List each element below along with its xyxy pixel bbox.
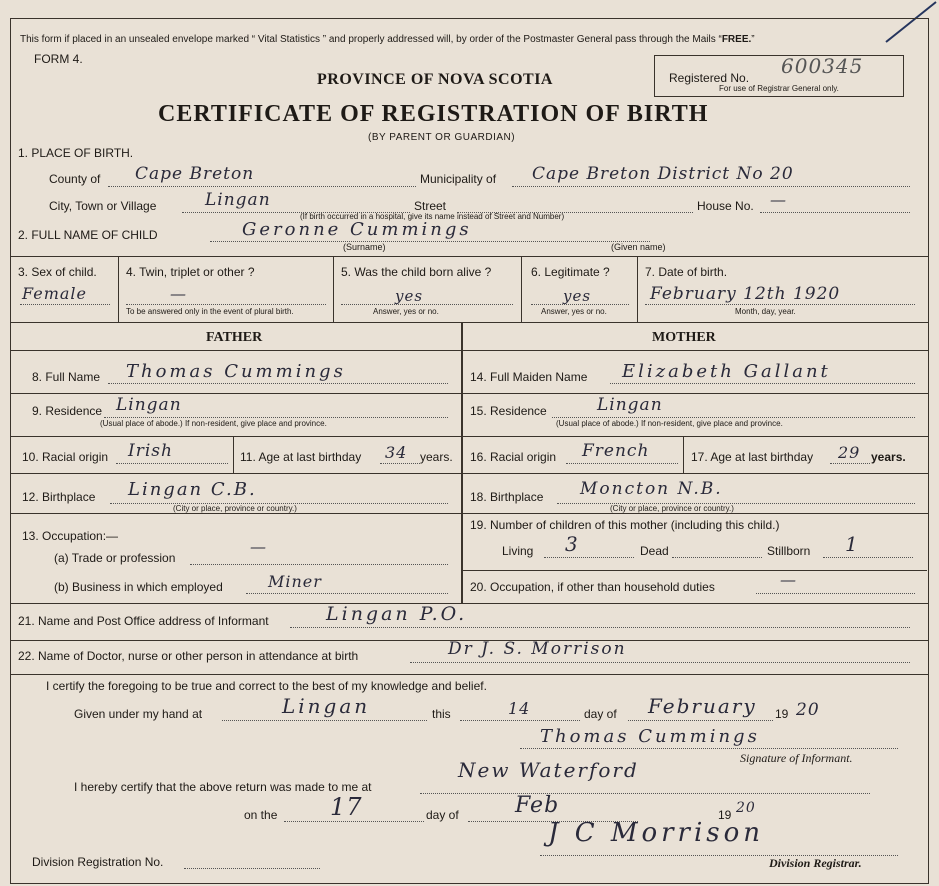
born-alive-note: Answer, yes or no. — [373, 307, 439, 316]
father-age-line — [380, 463, 420, 464]
parents-heading-divider — [10, 350, 928, 351]
day-value: 14 — [508, 699, 531, 718]
attendant-value: Dr J. S. Morrison — [448, 639, 627, 659]
twin-note: To be answered only in the event of plural birth. — [126, 307, 294, 316]
city-value: Lingan — [205, 190, 271, 210]
year-prefix: 19 — [775, 707, 789, 721]
page-title: CERTIFICATE OF REGISTRATION OF BIRTH — [158, 101, 709, 127]
business-line — [246, 593, 448, 594]
mother-racial-line — [566, 463, 678, 464]
mother-occupation-label: 20. Occupation, if other than household duties — [470, 580, 715, 594]
house-value: — — [770, 190, 787, 209]
father-racial-value: Irish — [128, 441, 173, 461]
attendant-line — [410, 662, 910, 663]
father-racial-label: 10. Racial origin — [22, 450, 109, 464]
informant-signature-caption: Signature of Informant. — [740, 751, 853, 765]
informant-value: Lingan P.O. — [326, 603, 468, 625]
born-alive-value: yes — [395, 287, 424, 305]
twin-value: — — [170, 284, 187, 303]
attendant-label: 22. Name of Doctor, nurse or other person in attendance at birth — [18, 649, 359, 663]
house-label: House No. — [697, 199, 754, 213]
division-no-line — [184, 868, 320, 869]
dead-label: Dead — [640, 544, 669, 558]
child-name-value: Geronne Cummings — [242, 219, 472, 240]
father-birthplace-value: Lingan C.B. — [128, 479, 257, 500]
mother-heading: MOTHER — [652, 330, 716, 345]
mother-residence-note: (Usual place of abode.) If non-resident, give place and province. — [556, 419, 783, 428]
father-residence-line — [104, 417, 448, 418]
given-place-value: Lingan — [282, 694, 371, 718]
father-heading: FATHER — [206, 330, 263, 345]
mother-birthplace-value: Moncton N.B. — [580, 479, 723, 499]
registered-number-value: 600345 — [781, 54, 864, 78]
trade-value: — — [250, 537, 267, 556]
born-alive-line — [341, 304, 513, 305]
parents-row-divider-1 — [10, 393, 928, 394]
mother-children-divider — [461, 570, 927, 571]
mother-residence-label: 15. Residence — [470, 404, 547, 418]
on-the-label: on the — [244, 808, 278, 822]
registrar-signature: J C Morrison — [548, 818, 765, 848]
this-label: this — [432, 707, 451, 721]
mother-birthplace-note: (City or place, province or country.) — [610, 504, 734, 513]
business-value: Miner — [268, 572, 322, 591]
living-label: Living — [502, 544, 534, 558]
birth-date-note: Month, day, year. — [735, 307, 796, 316]
day-line — [460, 720, 580, 721]
certification-statement: I certify the foregoing to be true and correct to the best of my knowledge and belief. — [46, 679, 487, 693]
county-label: County of — [49, 172, 101, 186]
municipality-label: Municipality of — [420, 172, 497, 186]
return-place-line — [420, 793, 870, 794]
birth-date-value: February 12th 1920 — [650, 284, 841, 304]
mother-name-line — [610, 383, 915, 384]
month-line — [628, 720, 773, 721]
postal-notice-text: This form if placed in an unsealed envelope marked “ Vital Statistics ” and properly addressed will, by order of the Postmaster General pass through the Mails “ — [20, 34, 722, 45]
street-note: (If birth occurred in a hospital, give its name instead of Street and Number) — [300, 212, 565, 221]
form-number: FORM 4. — [34, 52, 83, 66]
city-label: City, Town or Village — [49, 199, 157, 213]
father-birthplace-note: (City or place, province or country.) — [173, 504, 297, 513]
business-label: (b) Business in which employed — [54, 580, 223, 594]
father-name-line — [108, 383, 448, 384]
county-value: Cape Breton — [135, 164, 255, 184]
informant-signature: Thomas Cummings — [540, 726, 760, 747]
col-divider-3 — [521, 256, 522, 322]
stillborn-line — [823, 557, 913, 558]
stillborn-value: 1 — [845, 532, 859, 556]
house-line — [760, 212, 910, 213]
street-label: Street — [414, 199, 447, 213]
return-label: I hereby certify that the above return was made to me at — [74, 780, 372, 794]
birth-date-label: 7. Date of birth. — [645, 265, 728, 279]
postal-free-text: FREE. — [721, 34, 752, 45]
return-day-value: 17 — [330, 793, 363, 821]
legitimate-label: 6. Legitimate ? — [531, 265, 610, 279]
informant-line — [290, 627, 910, 628]
mother-age-unit: years. — [871, 450, 906, 464]
trade-line — [190, 564, 448, 565]
mother-name-value: Elizabeth Gallant — [622, 361, 831, 382]
registrar-use-note: For use of Registrar General only. — [719, 84, 839, 93]
living-line — [544, 557, 634, 558]
trade-label: (a) Trade or profession — [54, 551, 176, 565]
mother-residence-value: Lingan — [597, 395, 663, 415]
mother-age-divider — [683, 436, 684, 473]
father-racial-line — [116, 463, 228, 464]
mother-birthplace-label: 18. Birthplace — [470, 490, 544, 504]
informant-label: 21. Name and Post Office address of Informant — [18, 614, 269, 628]
living-value: 3 — [565, 532, 579, 556]
mother-residence-line — [552, 417, 915, 418]
return-month-value: Feb — [515, 793, 560, 818]
mother-racial-value: French — [582, 441, 650, 461]
father-age-unit: years. — [420, 450, 453, 464]
sex-value: Female — [22, 284, 87, 303]
child-name-line — [210, 241, 650, 242]
born-alive-label: 5. Was the child born alive ? — [341, 265, 492, 279]
father-occupation-label: 13. Occupation:— — [22, 529, 119, 543]
col-divider-2 — [333, 256, 334, 322]
given-place-line — [222, 720, 427, 721]
father-residence-value: Lingan — [116, 395, 182, 415]
mother-age-value: 29 — [838, 443, 861, 462]
col-divider-4 — [637, 256, 638, 322]
given-label: Given under my hand at — [74, 707, 203, 721]
parents-row-divider-2 — [10, 436, 928, 437]
postal-close-quote: ” — [751, 34, 755, 45]
father-residence-label: 9. Residence — [32, 404, 103, 418]
stillborn-label: Stillborn — [767, 544, 811, 558]
legitimate-value: yes — [563, 287, 592, 305]
municipality-value: Cape Breton District No 20 — [532, 164, 794, 184]
attendant-divider — [10, 674, 928, 675]
father-name-label: 8. Full Name — [32, 370, 101, 384]
row-divider-top — [10, 256, 928, 257]
informant-signature-line — [520, 748, 898, 749]
mother-age-line — [830, 463, 870, 464]
municipality-line — [512, 186, 910, 187]
birth-date-line — [645, 304, 915, 305]
province-heading: PROVINCE OF NOVA SCOTIA — [317, 71, 553, 88]
page-subtitle: (BY PARENT OR GUARDIAN) — [368, 132, 516, 143]
return-year-value: 20 — [736, 800, 756, 816]
day-of-label: day of — [584, 707, 617, 721]
twin-label: 4. Twin, triplet or other ? — [126, 265, 255, 279]
father-residence-note: (Usual place of abode.) If non-resident, give place and province. — [100, 419, 327, 428]
sex-label: 3. Sex of child. — [18, 265, 97, 279]
return-day-of-label: day of — [426, 808, 459, 822]
father-age-value: 34 — [385, 443, 408, 462]
child-name-label: 2. FULL NAME OF CHILD — [18, 228, 158, 242]
mother-age-label: 17. Age at last birthday — [691, 450, 814, 464]
month-value: February — [648, 694, 757, 718]
registered-number-box — [654, 55, 904, 97]
mother-racial-label: 16. Racial origin — [470, 450, 557, 464]
return-place-value: New Waterford — [458, 758, 639, 782]
legitimate-note: Answer, yes or no. — [541, 307, 607, 316]
twin-line — [126, 304, 326, 305]
mother-name-label: 14. Full Maiden Name — [470, 370, 588, 384]
parents-row-divider-4 — [10, 513, 928, 514]
dead-line — [672, 557, 762, 558]
surname-caption: (Surname) — [343, 242, 386, 252]
return-year-prefix: 19 — [718, 808, 732, 822]
division-registrar-caption: Division Registrar. — [769, 856, 862, 870]
mother-occupation-value: — — [780, 570, 797, 589]
sex-line — [20, 304, 110, 305]
parents-row-divider-3 — [10, 473, 928, 474]
col-divider-1 — [118, 256, 119, 322]
given-name-caption: (Given name) — [611, 242, 666, 252]
father-birthplace-label: 12. Birthplace — [22, 490, 96, 504]
year-value: 20 — [796, 700, 820, 720]
postal-notice — [20, 34, 755, 45]
return-day-line — [284, 821, 424, 822]
place-of-birth-heading: 1. PLACE OF BIRTH. — [18, 146, 134, 160]
mother-occupation-line — [756, 593, 915, 594]
registered-number-label: Registered No. — [669, 71, 750, 85]
county-line — [108, 186, 416, 187]
father-age-divider — [233, 436, 234, 473]
father-name-value: Thomas Cummings — [126, 361, 346, 382]
division-no-label: Division Registration No. — [32, 855, 164, 869]
father-age-label: 11. Age at last birthday — [240, 450, 362, 464]
children-count-label: 19. Number of children of this mother (including this child.) — [470, 518, 780, 532]
